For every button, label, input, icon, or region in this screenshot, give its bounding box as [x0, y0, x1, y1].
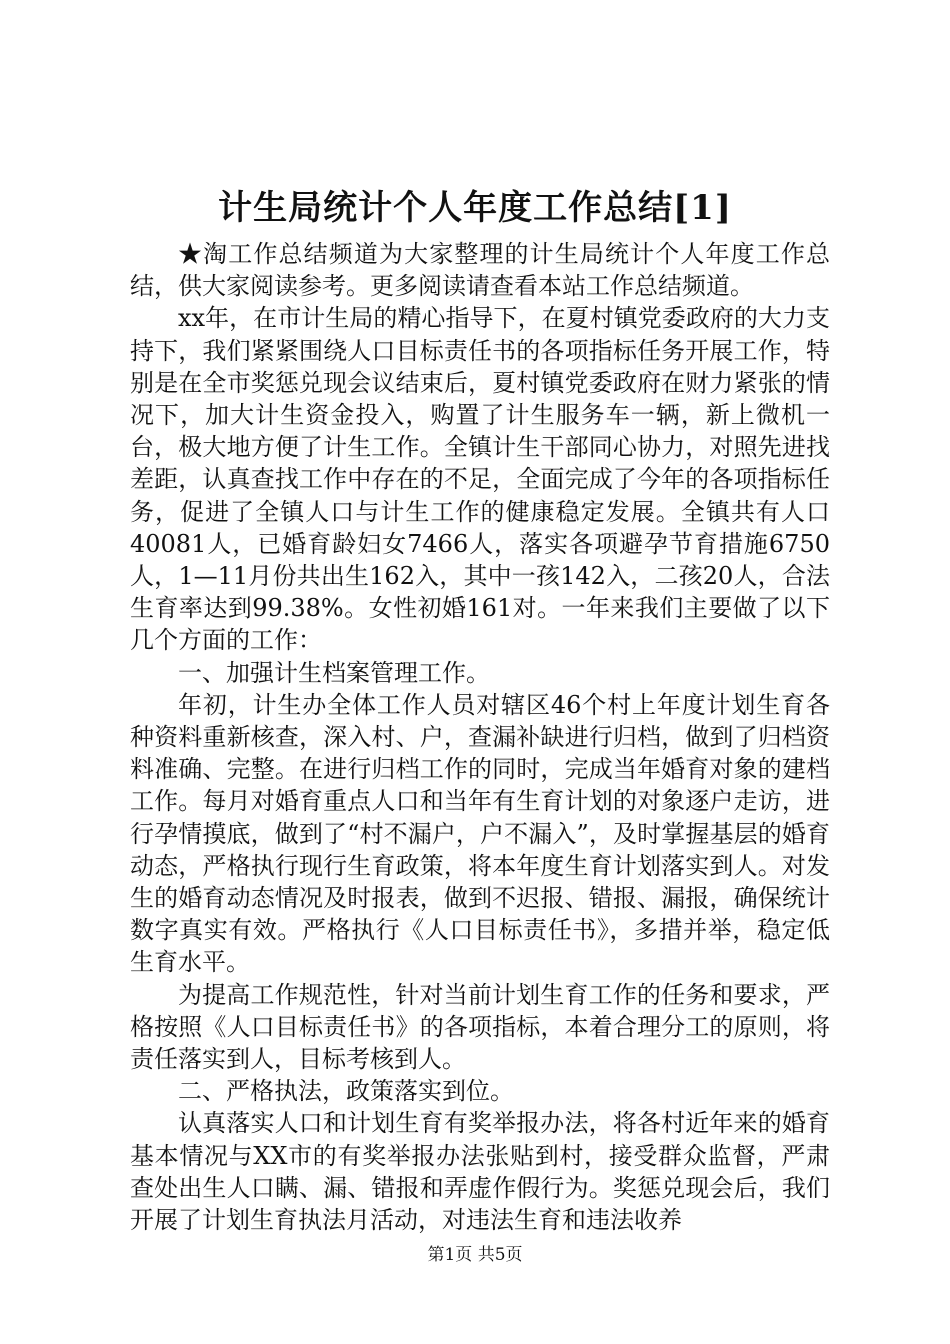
document-title: 计生局统计个人年度工作总结[1]: [218, 188, 732, 228]
section-heading-2: 二、严格执法，政策落实到位。: [178, 1077, 514, 1106]
section-heading-1: 一、加强计生档案管理工作。: [178, 658, 490, 687]
paragraph-intro: ★淘工作总结频道为大家整理的计生局统计个人年度工作总结，供大家阅读参考。更多阅读请查看本站工作总结频道。: [130, 240, 830, 301]
paragraph-enforcement: 认真落实人口和计划生育有奖举报办法，将各村近年来的婚育基本情况与XX市的有奖举报办法张贴到村，接受群众监督，严肃查处出生人口瞒、漏、错报和弄虚作假行为。奖惩兑现会后，我们开展了计划生育执法月活动，对违法生育和违法收养: [130, 1109, 830, 1235]
paragraph-summary: xx年，在市计生局的精心指导下，在夏村镇党委政府的大力支持下，我们紧紧围绕人口目标责任书的各项指标任务开展工作，特别是在全市奖惩兑现会议结束后，夏村镇党委政府在财力紧张的情况下，加大计生资金投入，购置了计生服务车一辆，新上微机一台，极大地方便了计生工作。全镇计生干部同心协力，对照先进找差距，认真查找工作中存在的不足，全面完成了今年的各项指标任务，促进了全镇人口与计生工作的健康稳定发展。全镇共有人口40081人，已婚育龄妇女7466人，落实各项避孕节育措施6750人，1—11月份共出生162入，其中一孩142入，二孩20人，合法生育率达到99.38%。女性初婚161对。一年来我们主要做了以下几个方面的工作：: [130, 304, 830, 655]
paragraph-archives: 年初，计生办全体工作人员对辖区46个村上年度计划生育各种资料重新核查，深入村、户，查漏补缺进行归档，做到了归档资料准确、完整。在进行归档工作的同时，完成当年婚育对象的建档工作。每月对婚育重点人口和当年有生育计划的对象逐户走访，进行孕情摸底，做到了“村不漏户，户不漏入”，及时掌握基层的婚育动态，严格执行现行生育政策，将本年度生育计划落实到人。对发生的婚育动态情况及时报表，做到不迟报、错报、漏报，确保统计数字真实有效。严格执行《人口目标责任书》，多措并举，稳定低生育水平。: [130, 690, 830, 977]
document-body: [130, 238, 830, 1236]
page-footer: 第1页 共5页: [427, 1245, 523, 1265]
paragraph-standardization: 为提高工作规范性，针对当前计划生育工作的任务和要求，严格按照《人口目标责任书》的各项指标，本着合理分工的原则，将责任落实到人，目标考核到人。: [130, 980, 830, 1074]
